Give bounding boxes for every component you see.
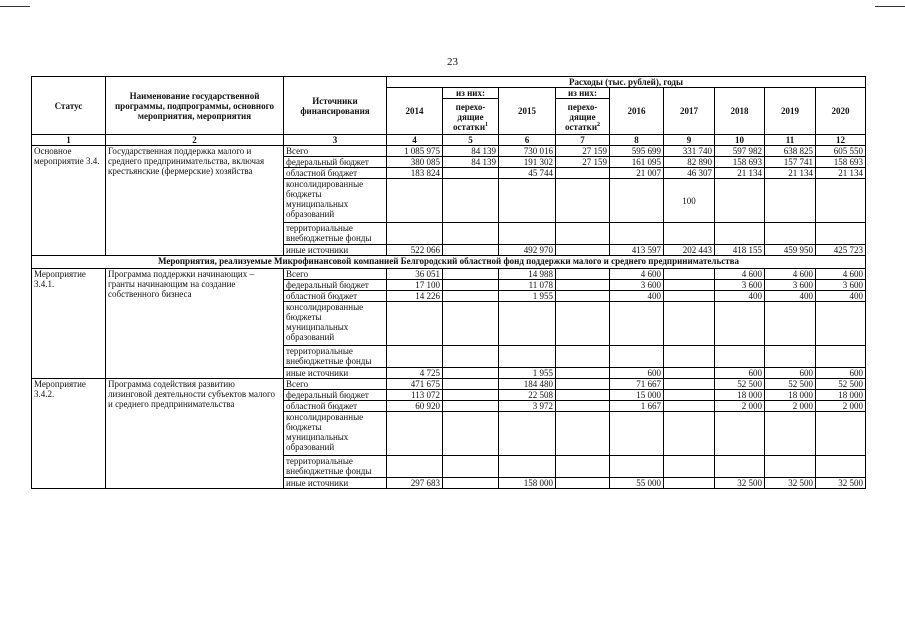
funding-source-cell: Всего <box>284 379 387 390</box>
value-cell: 400 <box>715 291 765 302</box>
value-cell <box>664 291 715 302</box>
value-cell: 100 <box>664 179 715 223</box>
header-expenses: Расходы (тыс. рублей), годы <box>387 77 866 88</box>
value-cell <box>664 390 715 401</box>
column-number: 10 <box>715 135 765 146</box>
value-cell <box>765 456 816 478</box>
table-row <box>32 146 866 157</box>
value-cell: 71 667 <box>610 379 664 390</box>
value-cell: 22 508 <box>499 390 556 401</box>
funding-source-cell: областной бюджет <box>284 168 387 179</box>
value-cell: 52 500 <box>765 379 816 390</box>
value-cell: 161 095 <box>610 157 664 168</box>
funding-source-cell: консолидированные бюджеты муниципальных образований <box>284 179 387 223</box>
column-number: 5 <box>443 135 499 146</box>
value-cell <box>556 368 610 379</box>
scan-edge-mark-right <box>875 6 905 7</box>
value-cell: 380 085 <box>387 157 443 168</box>
value-cell <box>443 390 499 401</box>
value-cell <box>715 346 765 368</box>
value-cell: 52 500 <box>816 379 866 390</box>
value-cell: 191 302 <box>499 157 556 168</box>
value-cell: 14 988 <box>499 269 556 280</box>
footnote-mark-2: 2 <box>597 121 601 128</box>
value-cell: 459 950 <box>765 245 816 256</box>
value-cell <box>499 412 556 456</box>
column-number: 11 <box>765 135 816 146</box>
column-number: 6 <box>499 135 556 146</box>
value-cell: 1 667 <box>610 401 664 412</box>
value-cell <box>816 456 866 478</box>
value-cell <box>443 269 499 280</box>
value-cell <box>443 291 499 302</box>
value-cell <box>765 346 816 368</box>
value-cell: 638 825 <box>765 146 816 157</box>
table-row <box>32 379 866 390</box>
funding-source-cell: территориальные внебюджетные фонды <box>284 223 387 245</box>
column-number: 3 <box>284 135 387 146</box>
funding-source-cell: областной бюджет <box>284 291 387 302</box>
value-cell <box>443 168 499 179</box>
value-cell <box>664 280 715 291</box>
value-cell: 158 693 <box>715 157 765 168</box>
value-cell <box>443 401 499 412</box>
value-cell: 15 000 <box>610 390 664 401</box>
value-cell: 11 078 <box>499 280 556 291</box>
column-number: 8 <box>610 135 664 146</box>
value-cell: 21 134 <box>816 168 866 179</box>
value-cell: 55 000 <box>610 478 664 489</box>
section-row <box>32 256 866 269</box>
value-cell <box>610 302 664 346</box>
status-cell: Основное мероприятие 3.4. <box>32 146 106 256</box>
funding-source-cell: федеральный бюджет <box>284 390 387 401</box>
value-cell: 14 226 <box>387 291 443 302</box>
value-cell <box>443 280 499 291</box>
value-cell: 183 824 <box>387 168 443 179</box>
value-cell: 331 740 <box>664 146 715 157</box>
value-cell: 3 600 <box>715 280 765 291</box>
value-cell: 730 016 <box>499 146 556 157</box>
header-year-2017: 2017 <box>664 88 715 135</box>
measure-name-cell: Программа содействия развитию лизинговой деятельности субъектов малого и среднего предпринимательства <box>106 379 284 489</box>
value-cell: 4 600 <box>816 269 866 280</box>
value-cell <box>664 379 715 390</box>
value-cell: 84 139 <box>443 157 499 168</box>
status-cell: Мероприятие 3.4.2. <box>32 379 106 489</box>
value-cell <box>610 346 664 368</box>
value-cell: 157 741 <box>765 157 816 168</box>
scan-edge-mark-left <box>0 6 30 7</box>
value-cell: 52 500 <box>715 379 765 390</box>
value-cell <box>816 223 866 245</box>
value-cell <box>387 179 443 223</box>
value-cell <box>387 346 443 368</box>
value-cell: 27 159 <box>556 157 610 168</box>
value-cell <box>443 478 499 489</box>
header-carryover-2 <box>556 99 610 135</box>
value-cell: 3 972 <box>499 401 556 412</box>
value-cell: 82 890 <box>664 157 715 168</box>
measure-name-cell: Программа поддержки начинающих – гранты начинающим на создание собственного бизнеса <box>106 269 284 379</box>
value-cell: 18 000 <box>765 390 816 401</box>
value-cell: 1 085 975 <box>387 146 443 157</box>
section-title: Мероприятия, реализуемые Микрофинансовой компанией Белгородский областной фонд поддержки малого и среднего предпринимательства <box>32 256 866 269</box>
column-number: 4 <box>387 135 443 146</box>
value-cell <box>443 368 499 379</box>
header-year-2018: 2018 <box>715 88 765 135</box>
value-cell: 184 480 <box>499 379 556 390</box>
value-cell: 400 <box>610 291 664 302</box>
value-cell <box>715 179 765 223</box>
value-cell: 595 699 <box>610 146 664 157</box>
value-cell: 45 744 <box>499 168 556 179</box>
value-cell <box>556 302 610 346</box>
value-cell <box>816 302 866 346</box>
value-cell <box>715 412 765 456</box>
value-cell: 158 000 <box>499 478 556 489</box>
funding-source-cell: областной бюджет <box>284 401 387 412</box>
footnote-mark-1: 1 <box>485 121 489 128</box>
value-cell <box>556 223 610 245</box>
value-cell: 46 307 <box>664 168 715 179</box>
value-cell: 32 500 <box>715 478 765 489</box>
value-cell <box>556 379 610 390</box>
value-cell <box>664 346 715 368</box>
value-cell: 597 982 <box>715 146 765 157</box>
value-cell: 3 600 <box>765 280 816 291</box>
funding-source-cell: Всего <box>284 269 387 280</box>
value-cell: 21 007 <box>610 168 664 179</box>
column-number: 7 <box>556 135 610 146</box>
value-cell: 4 600 <box>610 269 664 280</box>
value-cell <box>387 223 443 245</box>
value-cell: 21 134 <box>715 168 765 179</box>
funding-source-cell: Всего <box>284 146 387 157</box>
value-cell <box>443 412 499 456</box>
value-cell: 4 725 <box>387 368 443 379</box>
funding-source-cell: территориальные внебюджетные фонды <box>284 456 387 478</box>
value-cell <box>556 346 610 368</box>
value-cell: 3 600 <box>610 280 664 291</box>
value-cell: 84 139 <box>443 146 499 157</box>
value-cell: 113 072 <box>387 390 443 401</box>
value-cell: 18 000 <box>715 390 765 401</box>
value-cell: 1 955 <box>499 291 556 302</box>
funding-source-cell: федеральный бюджет <box>284 280 387 291</box>
column-number: 12 <box>816 135 866 146</box>
value-cell <box>556 478 610 489</box>
value-cell <box>556 390 610 401</box>
header-carryover-1-label: перехо-дящие остатки <box>452 101 486 132</box>
value-cell <box>765 412 816 456</box>
value-cell <box>443 456 499 478</box>
value-cell <box>664 223 715 245</box>
value-cell <box>765 223 816 245</box>
value-cell: 21 134 <box>765 168 816 179</box>
value-cell: 4 600 <box>765 269 816 280</box>
value-cell <box>664 302 715 346</box>
value-cell: 600 <box>765 368 816 379</box>
value-cell: 27 159 <box>556 146 610 157</box>
value-cell <box>816 346 866 368</box>
value-cell: 605 550 <box>816 146 866 157</box>
value-cell <box>556 401 610 412</box>
value-cell: 425 723 <box>816 245 866 256</box>
value-cell <box>715 302 765 346</box>
value-cell <box>765 302 816 346</box>
value-cell <box>816 179 866 223</box>
value-cell <box>664 478 715 489</box>
column-number: 2 <box>106 135 284 146</box>
value-cell: 3 600 <box>816 280 866 291</box>
value-cell <box>664 269 715 280</box>
value-cell <box>556 456 610 478</box>
header-carryover-2-label: перехо-дящие остатки <box>564 101 598 132</box>
value-cell: 2 000 <box>765 401 816 412</box>
value-cell <box>443 379 499 390</box>
header-status: Статус <box>32 77 106 135</box>
header-of-them-2: из них: <box>556 88 610 99</box>
value-cell: 471 675 <box>387 379 443 390</box>
value-cell: 4 600 <box>715 269 765 280</box>
page-number: 23 <box>447 56 458 68</box>
value-cell <box>610 456 664 478</box>
value-cell: 1 955 <box>499 368 556 379</box>
value-cell <box>715 223 765 245</box>
value-cell <box>556 168 610 179</box>
value-cell: 400 <box>765 291 816 302</box>
value-cell: 60 920 <box>387 401 443 412</box>
value-cell <box>387 302 443 346</box>
funding-source-cell: территориальные внебюджетные фонды <box>284 346 387 368</box>
table-row <box>32 269 866 280</box>
value-cell: 2 000 <box>816 401 866 412</box>
header-year-2020: 2020 <box>816 88 866 135</box>
value-cell <box>664 456 715 478</box>
funding-source-cell: консолидированные бюджеты муниципальных образований <box>284 412 387 456</box>
value-cell <box>556 412 610 456</box>
header-of-them-1: из них: <box>443 88 499 99</box>
measure-name-cell: Государственная поддержка малого и среднего предпринимательства, включая крестьянские (фермерские) хозяйства <box>106 146 284 256</box>
value-cell: 492 970 <box>499 245 556 256</box>
value-cell: 600 <box>816 368 866 379</box>
header-sources: Источники финансирования <box>284 77 387 135</box>
value-cell: 2 000 <box>715 401 765 412</box>
value-cell: 418 155 <box>715 245 765 256</box>
header-year-2019: 2019 <box>765 88 816 135</box>
funding-source-cell: консолидированные бюджеты муниципальных образований <box>284 302 387 346</box>
value-cell <box>499 456 556 478</box>
value-cell <box>556 179 610 223</box>
funding-source-cell: иные источники <box>284 245 387 256</box>
value-cell <box>664 401 715 412</box>
value-cell <box>499 179 556 223</box>
value-cell: 413 597 <box>610 245 664 256</box>
value-cell: 32 500 <box>816 478 866 489</box>
value-cell <box>387 456 443 478</box>
status-cell: Мероприятие 3.4.1. <box>32 269 106 379</box>
value-cell <box>664 368 715 379</box>
value-cell: 297 683 <box>387 478 443 489</box>
value-cell <box>715 456 765 478</box>
header-year-2015: 2015 <box>499 88 556 135</box>
value-cell <box>610 412 664 456</box>
value-cell: 202 443 <box>664 245 715 256</box>
value-cell <box>556 269 610 280</box>
funding-source-cell: федеральный бюджет <box>284 157 387 168</box>
value-cell <box>765 179 816 223</box>
header-year-2016: 2016 <box>610 88 664 135</box>
value-cell <box>443 245 499 256</box>
budget-table <box>31 76 866 489</box>
value-cell: 32 500 <box>765 478 816 489</box>
value-cell: 600 <box>715 368 765 379</box>
value-cell: 18 000 <box>816 390 866 401</box>
value-cell <box>664 412 715 456</box>
value-cell: 400 <box>816 291 866 302</box>
funding-source-cell: иные источники <box>284 368 387 379</box>
value-cell <box>443 346 499 368</box>
value-cell: 17 100 <box>387 280 443 291</box>
value-cell <box>816 412 866 456</box>
column-number: 9 <box>664 135 715 146</box>
value-cell <box>556 245 610 256</box>
value-cell: 36 051 <box>387 269 443 280</box>
value-cell <box>443 179 499 223</box>
header-name: Наименование государственной программы, подпрограммы, основного мероприятия, мероприятия <box>106 77 284 135</box>
value-cell <box>610 179 664 223</box>
value-cell <box>499 346 556 368</box>
funding-source-cell: иные источники <box>284 478 387 489</box>
value-cell <box>556 280 610 291</box>
value-cell: 522 066 <box>387 245 443 256</box>
column-number: 1 <box>32 135 106 146</box>
value-cell <box>443 302 499 346</box>
value-cell: 158 693 <box>816 157 866 168</box>
value-cell <box>499 302 556 346</box>
value-cell <box>443 223 499 245</box>
value-cell <box>556 291 610 302</box>
value-cell <box>610 223 664 245</box>
column-number-row <box>32 135 866 146</box>
header-year-2014: 2014 <box>387 88 443 135</box>
value-cell <box>387 412 443 456</box>
header-carryover-1 <box>443 99 499 135</box>
value-cell <box>499 223 556 245</box>
value-cell: 600 <box>610 368 664 379</box>
